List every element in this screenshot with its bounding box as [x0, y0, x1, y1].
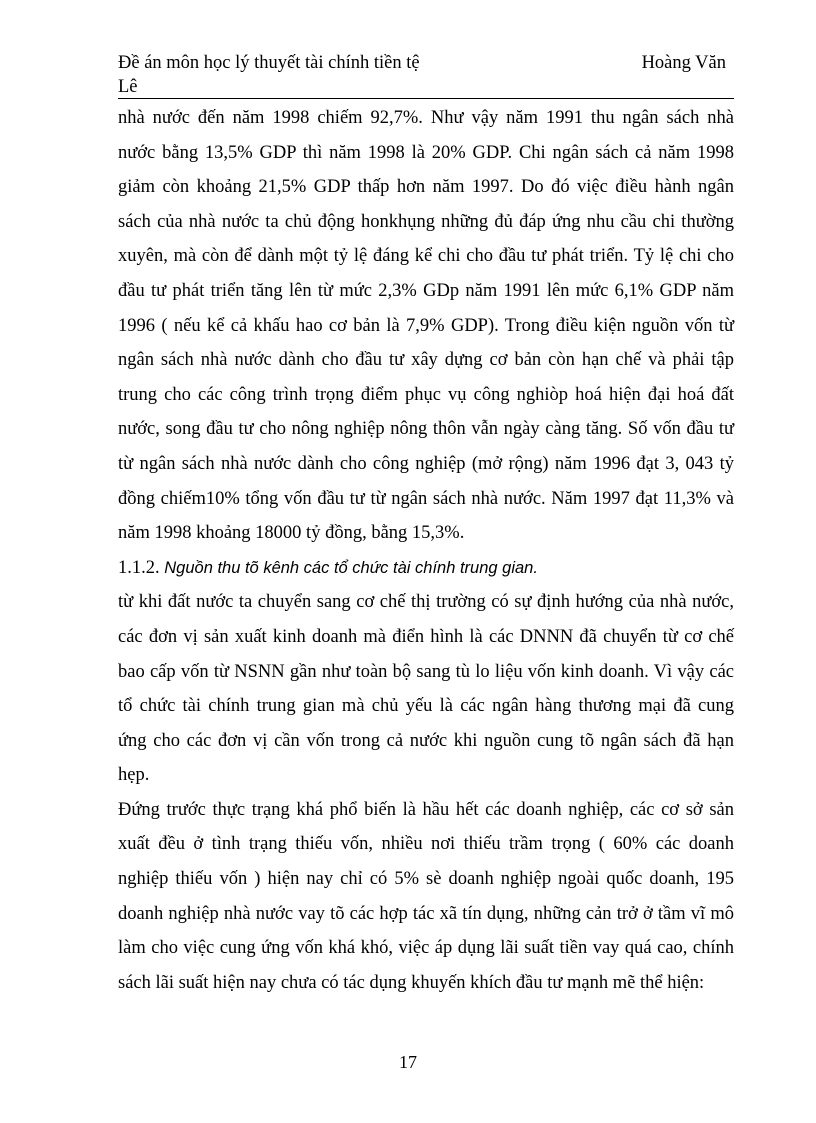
text-line: ứng cho các đơn vị cần vốn trong cả nước khi nguồn cung tõ ngân sách đã hạn	[118, 730, 734, 751]
text-line: làm cho việc cung ứng vốn khá khó, việc áp dụng lãi suất tiền vay quá cao, chính	[118, 938, 734, 959]
text-line: nghiệp thiếu vốn ) hiện nay chỉ có 5% sè doanh nghiệp ngoài quốc doanh, 195	[118, 869, 734, 890]
paragraph-intermediaries	[118, 585, 734, 793]
paragraph-capital-shortage	[118, 793, 734, 1001]
text-line: xuyên, mà còn để dành một tỷ lệ đáng kể chi cho đầu tư phát triển. Tỷ lệ chi cho	[118, 246, 734, 267]
page-number: 17	[399, 1052, 417, 1072]
section-title: Nguồn thu tõ kênh các tổ chức tài chính trung gian.	[164, 558, 538, 577]
text-line: doanh nghiệp nhà nước vay tõ các hợp tác xã tín dụng, những cản trở ở tầm vĩ mô	[118, 903, 734, 924]
text-line: xuất đều ở tình trạng thiếu vốn, nhiều nơi thiếu trầm trọng ( 60% các doanh	[118, 834, 734, 855]
text-line: đầu tư phát triển tăng lên từ mức 2,3% GDp năm 1991 lên mức 6,1% GDP năm	[118, 280, 734, 301]
text-line: từ ngân sách nhà nước dành cho công nghiệp (mở rộng) năm 1996 đạt 3, 043 tỷ	[118, 453, 734, 474]
text-line: hẹp.	[118, 765, 150, 786]
text-line: nước bằng 13,5% GDP thì năm 1998 là 20% GDP. Chi ngân sách cả năm 1998	[118, 142, 734, 163]
text-line: tổ chức tài chính trung gian mà chủ yếu là các ngân hàng thương mại đã cung	[118, 696, 734, 717]
header-author-continued: Lê	[118, 77, 138, 97]
section-number: 1.1.2.	[118, 557, 160, 578]
text-line: trung cho các công trình trọng điểm phục vụ công nghiòp hoá hiện đại hoá đất	[118, 384, 734, 405]
text-line: 1996 ( nếu kể cả khấu hao cơ bản là 7,9% GDP). Trong điều kiện nguồn vốn từ	[118, 315, 734, 336]
text-line: từ khi đất nước ta chuyển sang cơ chế thị trường có sự định hướng của nhà nước,	[118, 592, 734, 613]
text-line: các đơn vị sản xuất kinh doanh mà điển hình là các DNNN đã chuyển từ cơ chế	[118, 626, 734, 647]
text-line: nước, song đầu tư cho nông nghiệp nông thôn vẫn ngày càng tăng. Số vốn đầu tư	[118, 419, 734, 440]
text-line: giảm còn khoảng 21,5% GDP thấp hơn năm 1997. Do đó việc điều hành ngân	[118, 177, 734, 198]
header-author: Hoàng Văn	[641, 53, 726, 73]
text-line: sách của nhà nước ta chủ động honkhụng những đủ đáp ứng nhu cầu chi thường	[118, 211, 734, 232]
text-line: bao cấp vốn từ NSNN gần như toàn bộ sang tù lo liệu vốn kinh doanh. Vì vậy các	[118, 661, 734, 682]
text-line: nhà nước đến năm 1998 chiếm 92,7%. Như vậy năm 1991 thu ngân sách nhà	[118, 108, 734, 128]
text-line: đồng chiếm10% tổng vốn đầu tư từ ngân sách nhà nước. Năm 1997 đạt 11,3% và	[118, 488, 734, 509]
text-line: sách lãi suất hiện nay chưa có tác dụng khuyến khích đầu tư mạnh mẽ thể hiện:	[118, 972, 705, 993]
page-body	[118, 101, 734, 1000]
text-line: năm 1998 khoảng 18000 tỷ đồng, bằng 15,3%.	[118, 523, 465, 544]
text-line: Đứng trước thực trạng khá phổ biến là hầu hết các doanh nghiệp, các cơ sở sản	[118, 799, 734, 820]
header-title: Đề án môn học lý thuyết tài chính tiền tệ	[118, 53, 420, 73]
paragraph-budget	[118, 101, 734, 551]
header-divider	[118, 98, 734, 99]
section-heading	[118, 551, 734, 586]
text-line: ngân sách nhà nước dành cho đầu tư xây dựng cơ bản còn hạn chế và phải tập	[118, 350, 734, 371]
